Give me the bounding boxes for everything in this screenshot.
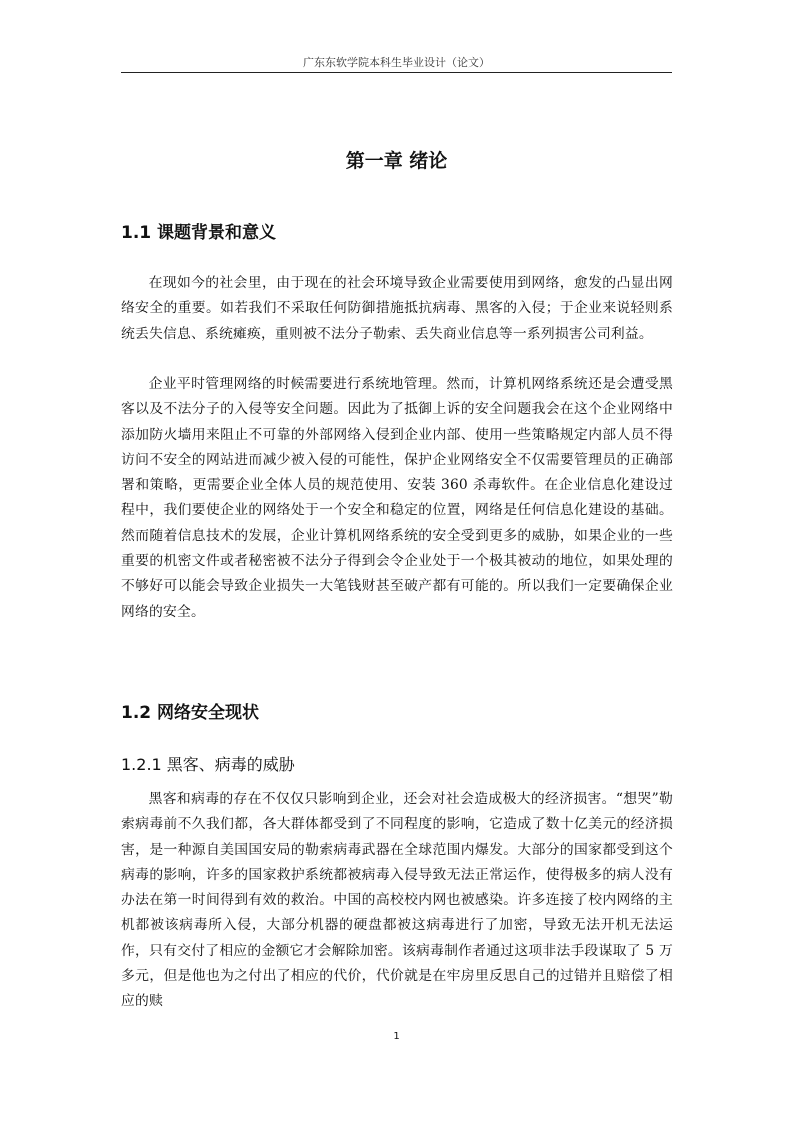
chapter-title: 第一章 绪论 [345,150,448,172]
page-number: 1 [393,1031,400,1042]
paragraph-3: 黑客和病毒的存在不仅仅只影响到企业，还会对社会造成极大的经济损害。“想哭”勒索病毒前不久我们都，各大群体都受到了不同程度的影响，它造成了数十亿美元的经济损害，是一种源自美国国安局的勒索病毒武器在全球范围内爆发。大部分的国家都受到这个病毒的影响，许多的国家救护系统都被病毒入侵导致无法正常运作，使得极多的病人没有办法在第一时间得到有效的救治。中国的高校校内网也被感染。许多连接了校内网络的主机都被该病毒所入侵，大部分机器的硬盘都被这病毒进行了加密，导致无法开机无法运作，只有交付了相应的金额它才会解除加密。该病毒制作者通过这项非法手段谋取了 5 万多元，但是他也为之付出了相应的代价，代价就是在牢房里反思自己的过错并且赔偿了相应的赎 [121,791,673,1010]
paragraph-1: 在现如今的社会里，由于现在的社会环境导致企业需要使用到网络，愈发的凸显出网络安全的重要。如若我们不采取任何防御措施抵抗病毒、黑客的入侵；于企业来说轻则系统丢失信息、系统瘫痪，重则被不法分子勒索、丢失商业信息等一系列损害公司利益。 [121,275,673,342]
header-rule [121,72,672,73]
paragraph-2: 企业平时管理网络的时候需要进行系统地管理。然而，计算机网络系统还是会遭受黑客以及不法分子的入侵等安全问题。因此为了抵御上诉的安全问题我会在这个企业网络中添加防火墙用来阻止不可靠的外部网络入侵到企业内部、使用一些策略规定内部人员不得访问不安全的网站进而减少被入侵的可能性，保护企业网络安全不仅需要管理员的正确部署和策略，更需要企业全体人员的规范使用、安装 360 杀毒软件。在企业信息化建设过程中，我们要使企业的网络处于一个安全和稳定的位置，网络是任何信息化建设的基础。然而随着信息技术的发展，企业计算机网络系统的安全受到更多的威胁，如果企业的一些重要的机密文件或者秘密被不法分子得到会令企业处于一个极其被动的地位，如果处理的不够好可以能会导致企业损失一大笔钱财甚至破产都有可能的。所以我们一定要确保企业网络的安全。 [121,376,673,620]
section-heading-1-1: 1.1 课题背景和意义 [121,223,277,243]
subsection-heading-1-2-1: 1.2.1 黑客、病毒的威胁 [121,755,295,774]
running-header: 广东东软学院本科生毕业设计（论文） [303,56,490,69]
section-heading-1-2: 1.2 网络安全现状 [121,703,260,723]
